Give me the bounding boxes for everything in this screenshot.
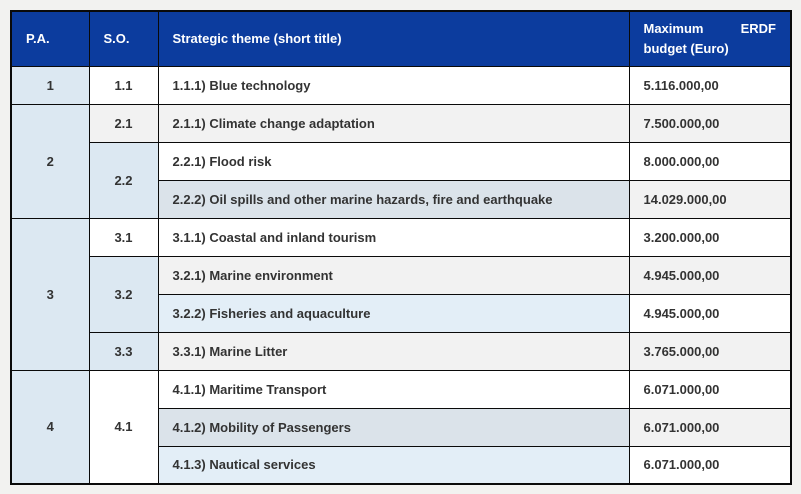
theme-cell: 2.2.2) Oil spills and other marine hazards, fire and earthquake	[158, 180, 629, 218]
so-cell-4-1: 4.1	[89, 370, 158, 484]
header-cell-pa: P.A.	[11, 11, 89, 66]
budget-cell: 4.945.000,00	[629, 294, 791, 332]
theme-cell: 4.1.2) Mobility of Passengers	[158, 408, 629, 446]
budget-cell: 3.765.000,00	[629, 332, 791, 370]
table-row	[11, 66, 791, 104]
header-row	[11, 11, 791, 66]
so-cell-2-2: 2.2	[89, 142, 158, 218]
budget-header-word-erdf: ERDF	[740, 20, 776, 36]
budget-header-line2: budget (Euro)	[643, 40, 729, 56]
budget-header-word-maximum: Maximum	[643, 20, 704, 36]
theme-cell: 3.3.1) Marine Litter	[158, 332, 629, 370]
theme-cell: 1.1.1) Blue technology	[158, 66, 629, 104]
so-cell-2-1: 2.1	[89, 104, 158, 142]
erdf-budget-table	[10, 10, 792, 485]
so-cell-1-1: 1.1	[89, 66, 158, 104]
table-row	[11, 332, 791, 370]
so-cell-3-1: 3.1	[89, 218, 158, 256]
table-row	[11, 142, 791, 180]
theme-cell: 3.2.2) Fisheries and aquaculture	[158, 294, 629, 332]
theme-cell: 2.1.1) Climate change adaptation	[158, 104, 629, 142]
header-cell-theme: Strategic theme (short title)	[158, 11, 629, 66]
budget-cell: 3.200.000,00	[629, 218, 791, 256]
pa-cell-1: 1	[11, 66, 89, 104]
pa-cell-3: 3	[11, 218, 89, 370]
budget-header-line1	[644, 19, 777, 39]
budget-cell: 5.116.000,00	[629, 66, 791, 104]
budget-cell: 6.071.000,00	[629, 370, 791, 408]
budget-cell: 6.071.000,00	[629, 408, 791, 446]
so-cell-3-3: 3.3	[89, 332, 158, 370]
theme-cell: 3.1.1) Coastal and inland tourism	[158, 218, 629, 256]
header-cell-budget	[629, 11, 791, 66]
table-row	[11, 370, 791, 408]
table-row	[11, 218, 791, 256]
theme-cell: 3.2.1) Marine environment	[158, 256, 629, 294]
budget-cell: 7.500.000,00	[629, 104, 791, 142]
table-row	[11, 104, 791, 142]
theme-cell: 2.2.1) Flood risk	[158, 142, 629, 180]
budget-cell: 4.945.000,00	[629, 256, 791, 294]
theme-cell: 4.1.3) Nautical services	[158, 446, 629, 484]
so-cell-3-2: 3.2	[89, 256, 158, 332]
budget-cell: 14.029.000,00	[629, 180, 791, 218]
budget-cell: 8.000.000,00	[629, 142, 791, 180]
pa-cell-2: 2	[11, 104, 89, 218]
header-cell-so: S.O.	[89, 11, 158, 66]
table-row	[11, 256, 791, 294]
theme-cell: 4.1.1) Maritime Transport	[158, 370, 629, 408]
budget-cell: 6.071.000,00	[629, 446, 791, 484]
pa-cell-4: 4	[11, 370, 89, 484]
